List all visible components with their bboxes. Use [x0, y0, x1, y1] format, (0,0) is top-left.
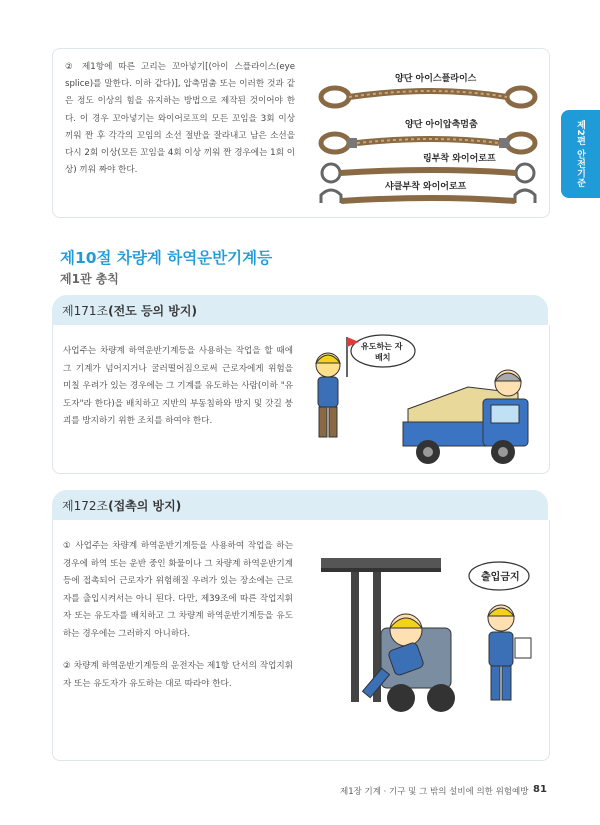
article-171-title: [62, 302, 197, 319]
article-172-body: [52, 520, 550, 761]
sub-title: 제1관 총칙: [60, 272, 119, 286]
article-171-body: [52, 325, 550, 474]
article-172-title: [62, 497, 181, 514]
guide-truck-illustration: [303, 327, 543, 472]
section-title: 제10절 차량계 하역운반기계등: [60, 249, 273, 267]
article-171-number: 제171조: [62, 304, 109, 318]
article-172-text-2: ② 차량계 하역운반기계등의 운전자는 제1항 단서의 작업지휘자 또는 유도자가 유도하는 대로 따라야 한다.: [63, 661, 293, 689]
bubble-171-line1: 유도하는 자: [361, 342, 403, 351]
rope-eye-splice: [321, 88, 535, 106]
footer-chapter: 제1장 기계 · 기구 및 그 밖의 설비에 의한 위험예방: [340, 787, 529, 797]
rope-eye-press: [321, 134, 535, 152]
chapter-side-tab-label: 제2편 안전기준: [575, 120, 585, 188]
article-171-name: (전도 등의 방지): [108, 304, 197, 318]
article-172-name: (접촉의 방지): [108, 499, 182, 513]
bubble-171-line2: 배치: [375, 353, 391, 362]
article-171-header: [52, 295, 548, 325]
rope-label-4: 샤클부착 와이어로프: [385, 182, 467, 192]
article-172-header: [52, 490, 548, 520]
article-172-text-1: ① 사업주는 차량계 하역운반기계등을 사용하여 작업을 하는 경우에 하역 또는 운반 중인 화물이나 그 차량계 하역운반기계등에 접촉되어 근로자가 위험해질 우려가 있는 장소에는 근로자를 출입시켜서는 아니 된다. 다만, 제39조에 따른 작업지휘자 또는 유도자를 배치하고 그 차량계 하역운반기계등을 유도하는 경우에는 그러하지 아니하다.: [63, 541, 293, 639]
rope-ring: [322, 164, 534, 182]
rope-label-2: 양단 아이압축멈춤: [405, 120, 478, 130]
rope-label-3: 링부착 와이어로프: [423, 154, 496, 164]
chapter-side-tab[interactable]: [561, 110, 600, 198]
page-number: 81: [533, 784, 547, 795]
wire-rope-illustration: [313, 55, 543, 210]
provision-text: ② 제1항에 따른 고리는 꼬아넣기[(아이 스플라이스(eye splice)를 말한다. 이하 같다)], 압축멈춤 또는 이러한 것과 같은 정도 이상의 힘을 유지하는 방법으로 제작된 것이어야 한다. 이 경우 꼬아넣기는 와이어로프의 모든 꼬임을 3회 이상 끼워 짠 후 각각의 꼬임의 소선 절반을 잘라내고 남은 소선을 다시 2회 이상(모든 꼬임을 4회 이상 끼워 짠 경우에는 1회 이상) 끼워 짜야 한다.: [65, 62, 295, 176]
rope-label-1: 양단 아이스플라이스: [395, 74, 477, 84]
bubble-172: 출입금지: [481, 572, 520, 583]
forklift-illustration: [311, 548, 543, 738]
article-171-text: 사업주는 차량계 하역운반기계등을 사용하는 작업을 할 때에 그 기계가 넘어지거나 굴러떨어짐으로써 근로자에게 위험을 미칠 우려가 있는 경우에는 그 기계를 유도하는 사람(이하 "유도자"라 한다)을 배치하고 지반의 부동침하와 방지 및 갓길 붕괴를 방지하기 위한 조치를 하여야 한다.: [63, 346, 293, 426]
article-172-number: 제172조: [62, 499, 109, 513]
provision-box: [52, 48, 550, 218]
